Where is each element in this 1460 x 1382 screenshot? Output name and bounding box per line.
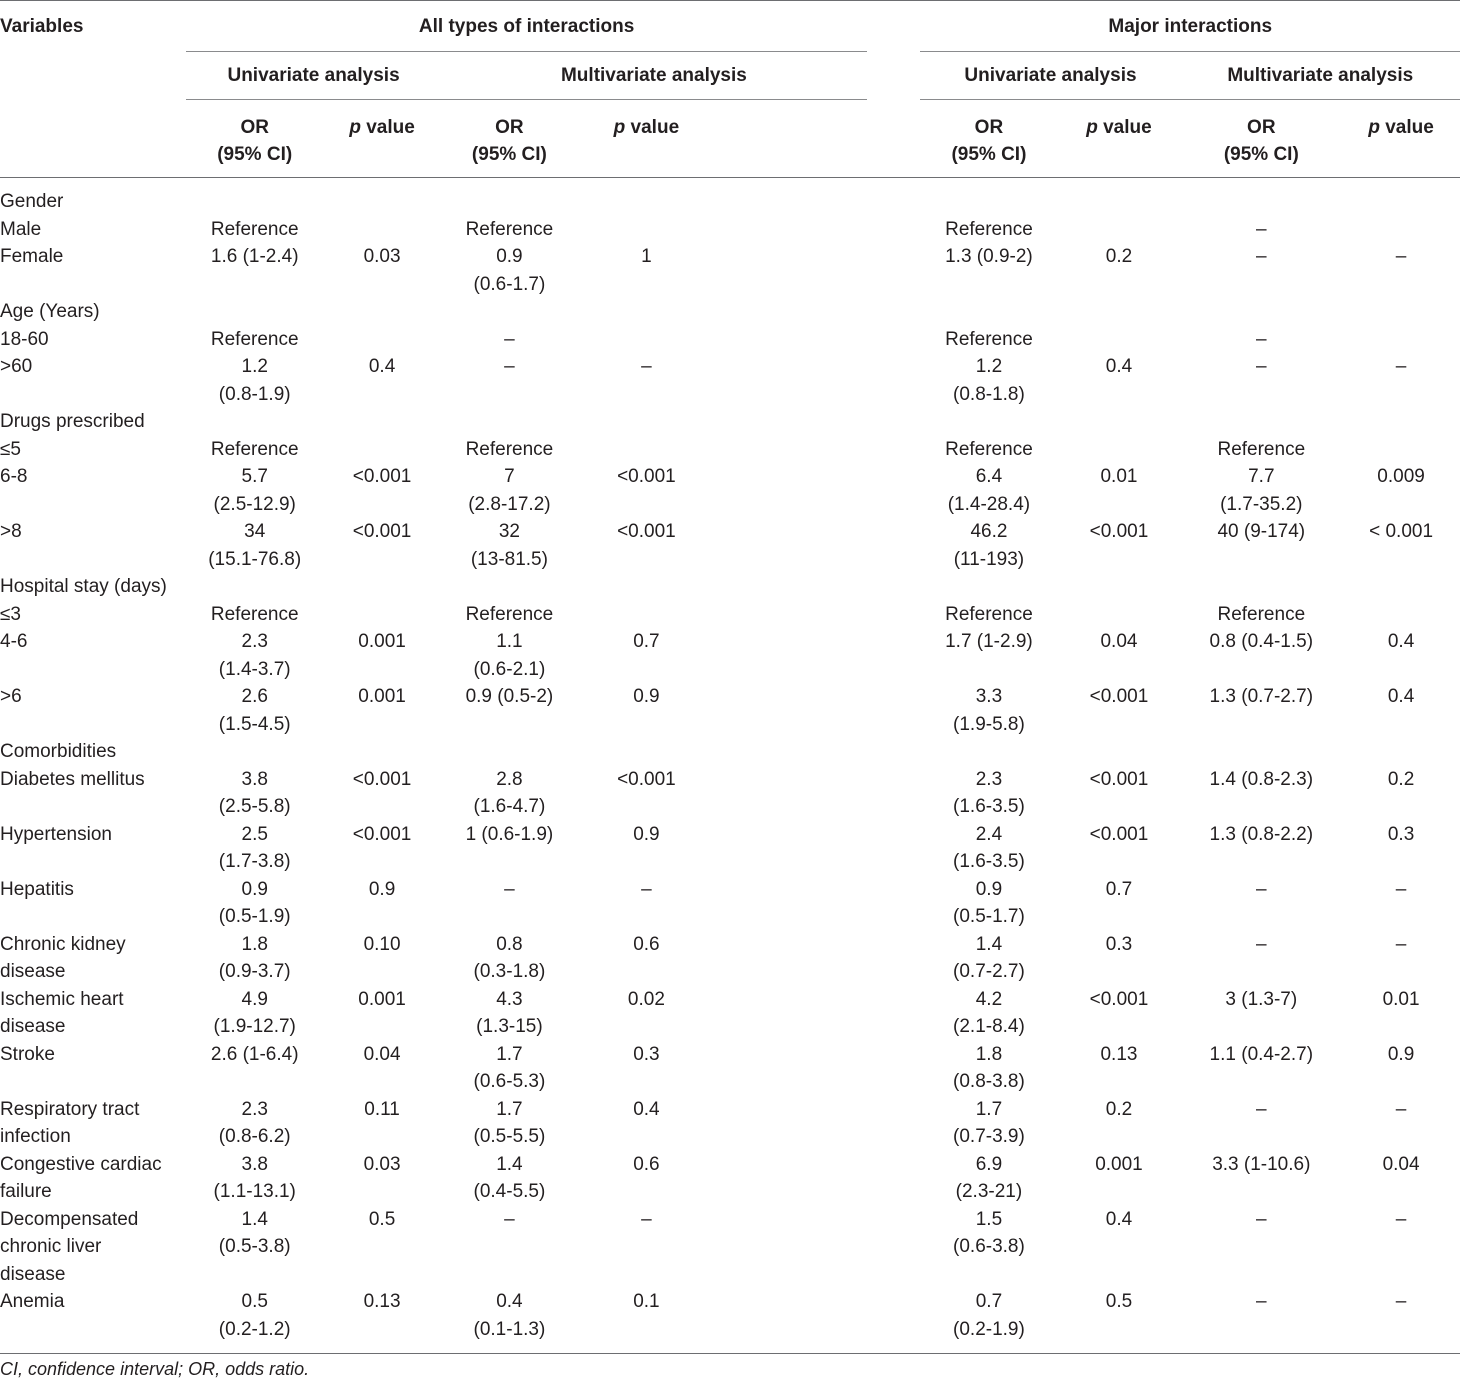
or-value: Reference xyxy=(441,436,578,464)
or-value: 0.7 (0.2-1.9) xyxy=(920,1288,1057,1354)
or-value: 1.5 (0.6-3.8) xyxy=(920,1206,1057,1289)
p-value: – xyxy=(1342,1206,1460,1289)
p-value xyxy=(323,601,441,629)
table-row xyxy=(0,1041,1460,1096)
or-value: 2.5 (1.7-3.8) xyxy=(186,821,323,876)
table-row xyxy=(0,573,1460,601)
variable-label: >6 xyxy=(0,683,186,738)
or-value xyxy=(186,573,323,601)
p-value: – xyxy=(1342,353,1460,408)
or-value: 7.7 (1.7-35.2) xyxy=(1181,463,1343,518)
variable-label: >60 xyxy=(0,353,186,408)
p-value xyxy=(578,326,715,354)
p-value: <0.001 xyxy=(323,463,441,518)
variable-label: 4-6 xyxy=(0,628,186,683)
p-value xyxy=(1057,216,1180,244)
variable-label: Female xyxy=(0,243,186,298)
or-header-line2: (95% CI) xyxy=(1181,141,1343,169)
variable-label: ≤3 xyxy=(0,601,186,629)
p-value: 0.6 xyxy=(578,1151,715,1206)
or-value: Reference xyxy=(920,216,1057,244)
or-value: – xyxy=(441,326,578,354)
or-value: 0.8 (0.3-1.8) xyxy=(441,931,578,986)
p-value: 0.001 xyxy=(1057,1151,1180,1206)
p-value-header xyxy=(323,102,441,178)
or-value: 1.8 (0.9-3.7) xyxy=(186,931,323,986)
p-value: 0.4 xyxy=(1057,353,1180,408)
or-value: – xyxy=(441,876,578,931)
or-value: 2.4 (1.6-3.5) xyxy=(920,821,1057,876)
table-header xyxy=(0,1,1460,178)
or-value: 7 (2.8-17.2) xyxy=(441,463,578,518)
p-value: 0.9 xyxy=(578,821,715,876)
or-value: 1.3 (0.8-2.2) xyxy=(1181,821,1343,876)
table-row xyxy=(0,216,1460,244)
analysis-header-label: Univariate analysis xyxy=(920,62,1180,101)
analysis-header-label: Univariate analysis xyxy=(186,62,441,101)
or-value: 1.3 (0.9-2) xyxy=(920,243,1057,298)
or-value: 3.3 (1.9-5.8) xyxy=(920,683,1057,738)
section-label: Gender xyxy=(0,178,186,216)
p-value: 0.009 xyxy=(1342,463,1460,518)
or-value: Reference xyxy=(1181,436,1343,464)
p-value: – xyxy=(1342,243,1460,298)
p-rest: value xyxy=(361,117,415,138)
section-row xyxy=(0,408,1460,436)
section-row xyxy=(0,298,1460,326)
or-value: Reference xyxy=(186,601,323,629)
p-value: 1 xyxy=(578,243,715,298)
p-value xyxy=(578,573,715,601)
or-value: – xyxy=(441,353,578,408)
table-row xyxy=(0,601,1460,629)
spacer xyxy=(867,1,921,52)
p-value: 0.01 xyxy=(1342,986,1460,1041)
or-value: 2.3 (1.6-3.5) xyxy=(920,766,1057,821)
or-value: 2.6 (1.5-4.5) xyxy=(186,683,323,738)
or-value: Reference xyxy=(441,601,578,629)
p-value: 0.3 xyxy=(1057,931,1180,986)
p-value: – xyxy=(578,353,715,408)
or-value: Reference xyxy=(1181,601,1343,629)
variable-label: Ischemic heart disease xyxy=(0,986,186,1041)
or-value: 1 (0.6-1.9) xyxy=(441,821,578,876)
p-value xyxy=(1342,573,1460,601)
p-value: 0.03 xyxy=(323,243,441,298)
or-value: 1.4 (0.7-2.7) xyxy=(920,931,1057,986)
variable-label: Hepatitis xyxy=(0,876,186,931)
or-value: – xyxy=(441,1206,578,1289)
table-row xyxy=(0,1096,1460,1151)
table-body xyxy=(0,178,1460,1354)
table-row xyxy=(0,436,1460,464)
table-row xyxy=(0,1151,1460,1206)
or-value: 4.2 (2.1-8.4) xyxy=(920,986,1057,1041)
or-value: 4.9 (1.9-12.7) xyxy=(186,986,323,1041)
analysis-header-label: Multivariate analysis xyxy=(441,62,867,101)
p-value xyxy=(1057,573,1180,601)
table-row xyxy=(0,683,1460,738)
p-value-header xyxy=(578,102,715,178)
p-value: <0.001 xyxy=(578,518,715,573)
or-value: Reference xyxy=(186,436,323,464)
variable-label: Anemia xyxy=(0,1288,186,1354)
p-value: <0.001 xyxy=(578,766,715,821)
p-rest: value xyxy=(1098,117,1152,138)
or-value: 1.6 (1-2.4) xyxy=(186,243,323,298)
p-value xyxy=(1342,436,1460,464)
p-value xyxy=(578,436,715,464)
p-value: 0.3 xyxy=(578,1041,715,1096)
p-value: – xyxy=(578,1206,715,1289)
p-italic: p xyxy=(614,117,626,138)
p-value: 0.1 xyxy=(578,1288,715,1354)
or-value: 2.8 (1.6-4.7) xyxy=(441,766,578,821)
variable-label: >8 xyxy=(0,518,186,573)
p-value: < 0.001 xyxy=(1342,518,1460,573)
or-header-line1: OR xyxy=(186,114,323,142)
or-value: 46.2 (11-193) xyxy=(920,518,1057,573)
or-value: 1.3 (0.7-2.7) xyxy=(1181,683,1343,738)
p-value xyxy=(1342,326,1460,354)
or-value: 1.7 (1-2.9) xyxy=(920,628,1057,683)
section-row xyxy=(0,738,1460,766)
or-value xyxy=(1181,573,1343,601)
p-value xyxy=(1057,601,1180,629)
p-value: 0.2 xyxy=(1057,243,1180,298)
analysis-header-label: Multivariate analysis xyxy=(1181,62,1460,101)
p-value: 0.13 xyxy=(1057,1041,1180,1096)
p-value: 0.2 xyxy=(1342,766,1460,821)
or-header xyxy=(920,102,1057,178)
or-value: 0.9 (0.5-1.9) xyxy=(186,876,323,931)
p-value: 0.02 xyxy=(578,986,715,1041)
variable-label: Chronic kidney disease xyxy=(0,931,186,986)
or-value: 5.7 (2.5-12.9) xyxy=(186,463,323,518)
p-rest: value xyxy=(1380,117,1434,138)
or-header-line2: (95% CI) xyxy=(441,141,578,169)
p-value: <0.001 xyxy=(1057,518,1180,573)
or-value: – xyxy=(1181,243,1343,298)
table-row xyxy=(0,463,1460,518)
variables-header: Variables xyxy=(0,1,186,52)
or-value: 2.3 (1.4-3.7) xyxy=(186,628,323,683)
table-row xyxy=(0,876,1460,931)
p-value: <0.001 xyxy=(323,821,441,876)
variable-label: Diabetes mellitus xyxy=(0,766,186,821)
p-value xyxy=(323,216,441,244)
footnote: CI, confidence interval; OR, odds ratio. xyxy=(0,1356,309,1382)
p-value xyxy=(1057,326,1180,354)
p-value xyxy=(578,216,715,244)
p-value xyxy=(323,436,441,464)
or-value: 1.7 (0.7-3.9) xyxy=(920,1096,1057,1151)
p-value-header xyxy=(1342,102,1460,178)
group-header-major-label: Major interactions xyxy=(920,13,1460,52)
p-value: – xyxy=(1342,1096,1460,1151)
or-value: 3.8 (2.5-5.8) xyxy=(186,766,323,821)
or-value: 0.9 (0.5-1.7) xyxy=(920,876,1057,931)
variable-label: Congestive cardiac failure xyxy=(0,1151,186,1206)
or-value: 1.1 (0.4-2.7) xyxy=(1181,1041,1343,1096)
p-value: 0.5 xyxy=(323,1206,441,1289)
p-italic: p xyxy=(1086,117,1098,138)
p-value xyxy=(578,601,715,629)
variable-label: Respiratory tract infection xyxy=(0,1096,186,1151)
p-value: – xyxy=(1342,1288,1460,1354)
or-value: 1.7 (0.5-5.5) xyxy=(441,1096,578,1151)
p-rest: value xyxy=(625,117,679,138)
p-value: 0.13 xyxy=(323,1288,441,1354)
or-value: 6.4 (1.4-28.4) xyxy=(920,463,1057,518)
or-value: 1.2 (0.8-1.8) xyxy=(920,353,1057,408)
p-value: 0.10 xyxy=(323,931,441,986)
or-header xyxy=(441,102,578,178)
or-value: – xyxy=(1181,1288,1343,1354)
p-value: 0.9 xyxy=(578,683,715,738)
p-value: 0.2 xyxy=(1057,1096,1180,1151)
or-value: Reference xyxy=(920,326,1057,354)
or-value: 1.1 (0.6-2.1) xyxy=(441,628,578,683)
variable-label: 6-8 xyxy=(0,463,186,518)
or-value: – xyxy=(1181,931,1343,986)
table-row xyxy=(0,766,1460,821)
group-header-all-label: All types of interactions xyxy=(186,13,867,52)
p-value: 0.9 xyxy=(1342,1041,1460,1096)
or-value xyxy=(441,573,578,601)
p-value xyxy=(1342,216,1460,244)
or-value: 1.4 (0.5-3.8) xyxy=(186,1206,323,1289)
or-value: – xyxy=(1181,353,1343,408)
p-value: <0.001 xyxy=(1057,986,1180,1041)
or-header-line1: OR xyxy=(920,114,1057,142)
variable-label: Hypertension xyxy=(0,821,186,876)
or-value: 3.3 (1-10.6) xyxy=(1181,1151,1343,1206)
p-value: 0.4 xyxy=(1342,628,1460,683)
p-value xyxy=(1342,601,1460,629)
or-value: 1.8 (0.8-3.8) xyxy=(920,1041,1057,1096)
table-row xyxy=(0,931,1460,986)
p-value xyxy=(323,326,441,354)
p-value: 0.4 xyxy=(1342,683,1460,738)
or-value xyxy=(920,573,1057,601)
or-value: 0.9 (0.6-1.7) xyxy=(441,243,578,298)
or-value: Reference xyxy=(920,601,1057,629)
p-value: <0.001 xyxy=(1057,766,1180,821)
or-value: 0.9 (0.5-2) xyxy=(441,683,578,738)
or-value: 0.8 (0.4-1.5) xyxy=(1181,628,1343,683)
table-row xyxy=(0,1288,1460,1354)
or-value: 0.4 (0.1-1.3) xyxy=(441,1288,578,1354)
table-row xyxy=(0,353,1460,408)
variable-label: ≤5 xyxy=(0,436,186,464)
variable-label: Stroke xyxy=(0,1041,186,1096)
p-value: 0.04 xyxy=(1342,1151,1460,1206)
analysis-header xyxy=(441,52,867,102)
p-value: 0.7 xyxy=(578,628,715,683)
section-row xyxy=(0,178,1460,216)
or-value: 34 (15.1-76.8) xyxy=(186,518,323,573)
p-value: – xyxy=(578,876,715,931)
p-italic: p xyxy=(1368,117,1380,138)
table-row xyxy=(0,518,1460,573)
variable-label: 18-60 xyxy=(0,326,186,354)
or-header-line1: OR xyxy=(1181,114,1343,142)
p-value: 0.4 xyxy=(1057,1206,1180,1289)
section-label: Age (Years) xyxy=(0,298,186,326)
p-value-header xyxy=(1057,102,1180,178)
variable-label: Hospital stay (days) xyxy=(0,573,186,601)
variable-label: Decompensated chronic liver disease xyxy=(0,1206,186,1289)
or-value: 2.6 (1-6.4) xyxy=(186,1041,323,1096)
or-value: 40 (9-174) xyxy=(1181,518,1343,573)
or-header-line2: (95% CI) xyxy=(186,141,323,169)
analysis-header xyxy=(186,52,441,102)
or-header-line2: (95% CI) xyxy=(920,141,1057,169)
group-header-major xyxy=(920,1,1460,52)
p-value: 0.001 xyxy=(323,683,441,738)
table-row xyxy=(0,986,1460,1041)
or-value: – xyxy=(1181,1096,1343,1151)
p-value: 0.4 xyxy=(578,1096,715,1151)
p-value: 0.3 xyxy=(1342,821,1460,876)
p-value: 0.11 xyxy=(323,1096,441,1151)
table-row xyxy=(0,821,1460,876)
p-value: <0.001 xyxy=(323,518,441,573)
section-label: Drugs prescribed xyxy=(0,408,186,436)
p-value xyxy=(323,573,441,601)
p-value: 0.04 xyxy=(323,1041,441,1096)
p-value: <0.001 xyxy=(1057,821,1180,876)
p-italic: p xyxy=(349,117,361,138)
p-value xyxy=(1057,436,1180,464)
p-value: 0.4 xyxy=(323,353,441,408)
p-value: 0.001 xyxy=(323,986,441,1041)
or-value: – xyxy=(1181,876,1343,931)
p-value: – xyxy=(1342,876,1460,931)
p-value: 0.7 xyxy=(1057,876,1180,931)
p-value: <0.001 xyxy=(323,766,441,821)
or-value: 1.2 (0.8-1.9) xyxy=(186,353,323,408)
analysis-header xyxy=(1181,52,1460,102)
p-value: – xyxy=(1342,931,1460,986)
or-value: Reference xyxy=(186,216,323,244)
or-value: Reference xyxy=(920,436,1057,464)
analysis-header xyxy=(920,52,1180,102)
p-value: 0.01 xyxy=(1057,463,1180,518)
or-value: 2.3 (0.8-6.2) xyxy=(186,1096,323,1151)
or-header xyxy=(1181,102,1343,178)
p-value: 0.9 xyxy=(323,876,441,931)
p-value: 0.03 xyxy=(323,1151,441,1206)
p-value: <0.001 xyxy=(1057,683,1180,738)
p-value: 0.6 xyxy=(578,931,715,986)
or-value: 6.9 (2.3-21) xyxy=(920,1151,1057,1206)
or-value: Reference xyxy=(441,216,578,244)
variable-label: Male xyxy=(0,216,186,244)
p-value: <0.001 xyxy=(578,463,715,518)
table-row xyxy=(0,243,1460,298)
p-value: 0.5 xyxy=(1057,1288,1180,1354)
or-value: 3 (1.3-7) xyxy=(1181,986,1343,1041)
p-value: 0.04 xyxy=(1057,628,1180,683)
or-value: – xyxy=(1181,1206,1343,1289)
or-value: 1.4 (0.4-5.5) xyxy=(441,1151,578,1206)
or-header xyxy=(186,102,323,178)
table-row xyxy=(0,1206,1460,1289)
or-value: 4.3 (1.3-15) xyxy=(441,986,578,1041)
or-value: 32 (13-81.5) xyxy=(441,518,578,573)
table-row xyxy=(0,326,1460,354)
or-value: – xyxy=(1181,326,1343,354)
or-value: 1.7 (0.6-5.3) xyxy=(441,1041,578,1096)
or-value: 0.5 (0.2-1.2) xyxy=(186,1288,323,1354)
group-header-all xyxy=(186,1,867,52)
p-value: 0.001 xyxy=(323,628,441,683)
section-label: Comorbidities xyxy=(0,738,186,766)
table-row xyxy=(0,628,1460,683)
or-value: Reference xyxy=(186,326,323,354)
or-value: – xyxy=(1181,216,1343,244)
or-value: 1.4 (0.8-2.3) xyxy=(1181,766,1343,821)
or-value: 3.8 (1.1-13.1) xyxy=(186,1151,323,1206)
or-header-line1: OR xyxy=(441,114,578,142)
